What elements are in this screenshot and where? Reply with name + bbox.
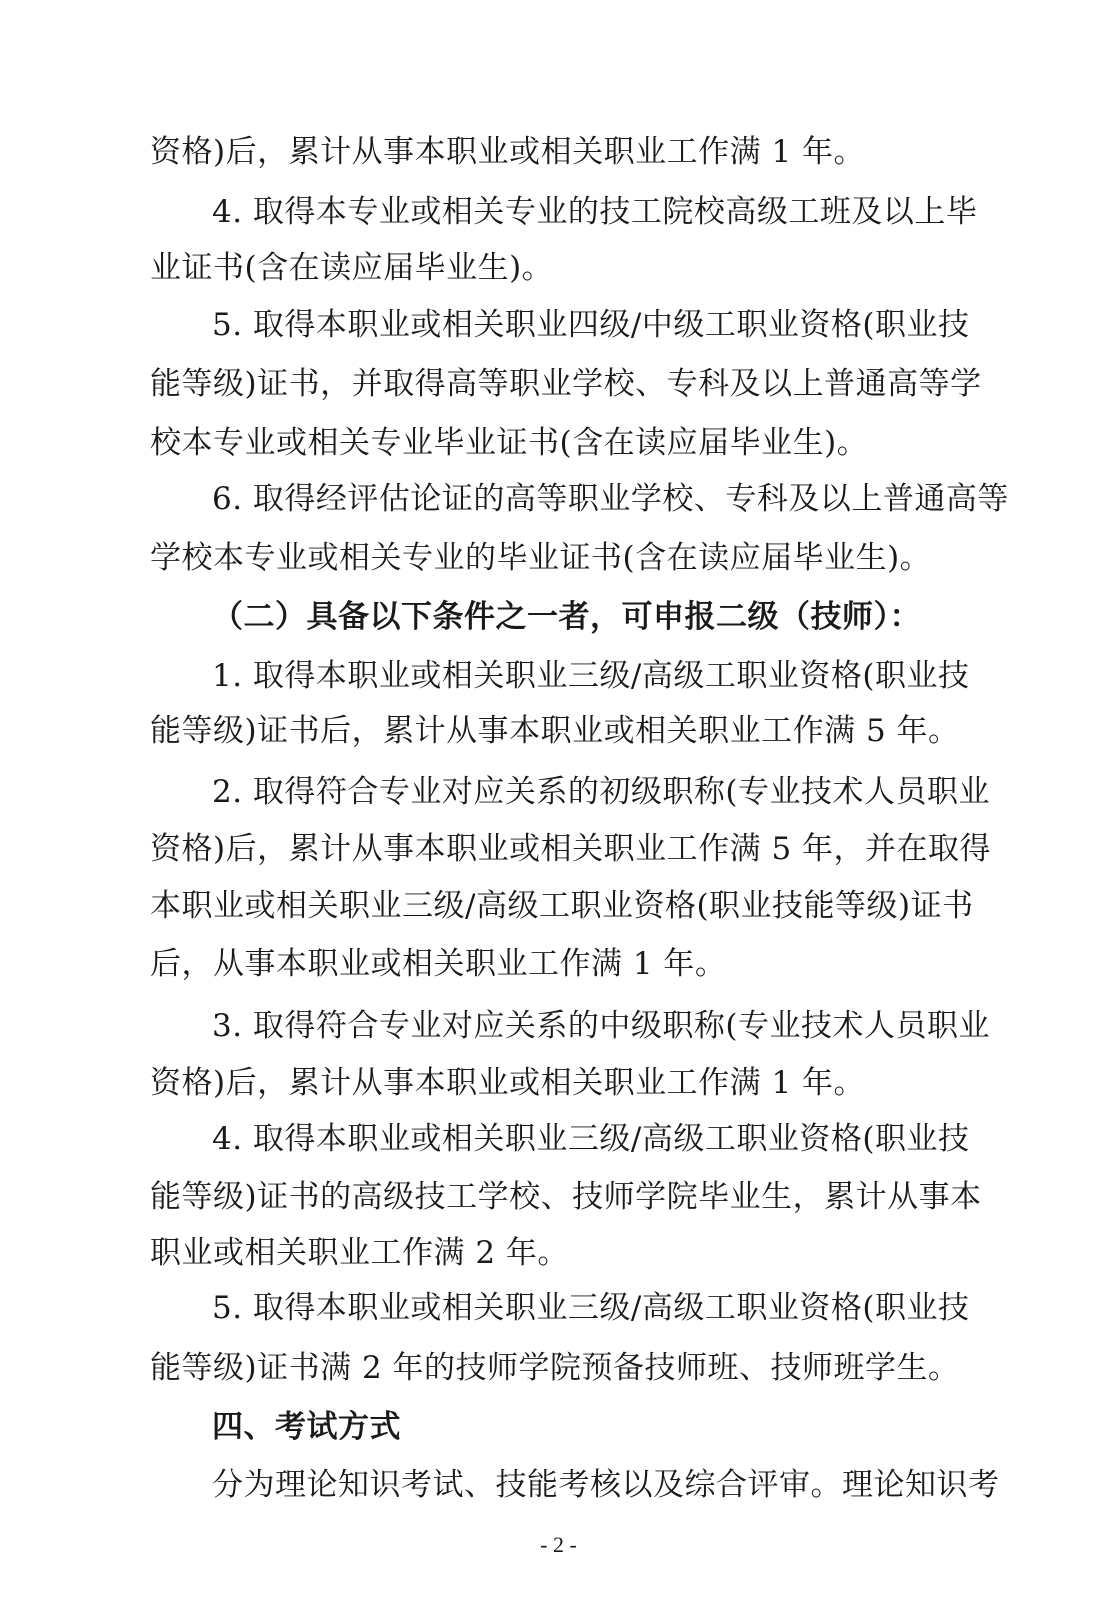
list-item-5: 5. 取得本职业或相关职业四级/中级工职业资格(职业技 — [212, 307, 970, 343]
text-line: 资格)后，累计从事本职业或相关职业工作满 1 年。 — [150, 134, 866, 170]
text-line: 本职业或相关职业三级/高级工职业资格(职业技能等级)证书 — [150, 888, 974, 924]
text-line: 业证书(含在读应届毕业生)。 — [150, 250, 554, 286]
list-item-5b: 5. 取得本职业或相关职业三级/高级工职业资格(职业技 — [212, 1290, 970, 1326]
text-line: 能等级)证书的高级技工学校、技师学院毕业生，累计从事本 — [150, 1179, 982, 1215]
list-item-3: 3. 取得符合专业对应关系的中级职称(专业技术人员职业 — [212, 1008, 991, 1044]
text-line: 能等级)证书满 2 年的技师学院预备技师班、技师班学生。 — [150, 1350, 960, 1386]
list-item-1: 1. 取得本职业或相关职业三级/高级工职业资格(职业技 — [212, 658, 970, 694]
list-item-4b: 4. 取得本职业或相关职业三级/高级工职业资格(职业技 — [212, 1121, 970, 1157]
list-item-4: 4. 取得本专业或相关专业的技工院校高级工班及以上毕 — [212, 194, 978, 230]
text-line: 分为理论知识考试、技能考核以及综合评审。理论知识考 — [212, 1467, 1000, 1503]
text-line: 后，从事本职业或相关职业工作满 1 年。 — [150, 946, 727, 982]
list-item-2: 2. 取得符合专业对应关系的初级职称(专业技术人员职业 — [212, 774, 991, 810]
list-item-6: 6. 取得经评估论证的高等职业学校、专科及以上普通高等 — [212, 481, 1009, 517]
section-heading: （二）具备以下条件之一者，可申报二级（技师）： — [212, 599, 921, 635]
text-line: 资格)后，累计从事本职业或相关职业工作满 5 年，并在取得 — [150, 831, 992, 867]
text-line: 资格)后，累计从事本职业或相关职业工作满 1 年。 — [150, 1065, 866, 1101]
page-number: - 2 - — [540, 1532, 577, 1557]
text-line: 职业或相关职业工作满 2 年。 — [150, 1235, 569, 1271]
text-line: 学校本专业或相关专业的毕业证书(含在读应届毕业生)。 — [150, 540, 932, 576]
text-line: 能等级)证书，并取得高等职业学校、专科及以上普通高等学 — [150, 366, 982, 402]
text-line: 能等级)证书后，累计从事本职业或相关职业工作满 5 年。 — [150, 713, 960, 749]
text-line: 校本专业或相关专业毕业证书(含在读应届毕业生)。 — [150, 425, 869, 461]
section-heading-4: 四、考试方式 — [212, 1409, 401, 1445]
